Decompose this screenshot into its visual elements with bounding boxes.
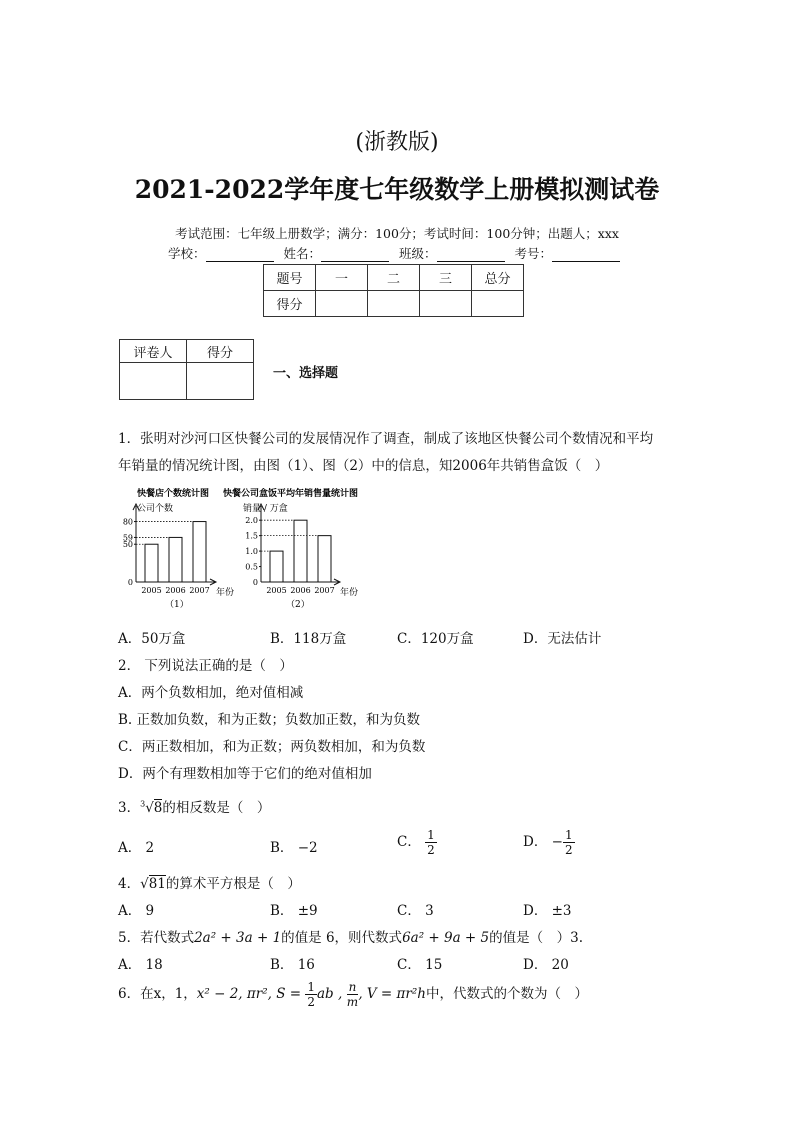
grader-score-cell[interactable]	[187, 363, 254, 400]
x-tick-label: 2007	[314, 586, 335, 595]
q2-option-b[interactable]: B. 正数加负数，和为正数；负数加正数，和为负数	[118, 712, 421, 728]
bar	[169, 537, 182, 582]
score-cell[interactable]	[472, 291, 524, 317]
fraction-numerator: 1	[564, 828, 573, 842]
q3-suffix: 的相反数是（ ）	[162, 800, 271, 816]
x-tick-label: 2006	[290, 586, 311, 595]
radical-icon: √	[140, 876, 149, 892]
score-cell[interactable]	[316, 291, 368, 317]
q5-suffix: 的值是（ ）3.	[489, 930, 584, 946]
fraction-numerator: n	[348, 980, 357, 994]
fraction-denominator: 2	[564, 843, 573, 857]
y-tick-label: 1.5	[245, 531, 258, 541]
q1-text-line2: 年销量的情况统计图，由图（1）、图（2）中的信息，知2006年共销售盒饭（ ）	[118, 458, 609, 474]
fraction-denominator: 2	[307, 995, 315, 1009]
x-tick-label: 2006	[165, 586, 186, 595]
q6-prefix: 6．在x，1，	[118, 986, 197, 1002]
q5-prefix: 5．若代数式	[118, 930, 195, 946]
y-tick-label: 0	[252, 578, 258, 587]
grader-header: 评卷人	[120, 340, 187, 363]
chart2-xlabel: 年份	[340, 588, 359, 598]
q2-option-a[interactable]: A．两个负数相加，绝对值相减	[118, 685, 304, 701]
radical-icon: √	[145, 800, 154, 816]
chart2-plot	[245, 504, 340, 595]
chart1-xlabel: 年份	[216, 588, 235, 598]
y-tick-label: 0.5	[245, 562, 258, 572]
q4-suffix: 的算术平方根是（ ）	[165, 876, 301, 892]
grader-cell[interactable]	[120, 363, 187, 400]
fraction	[425, 828, 437, 857]
q6-expression-b: ab ,	[317, 986, 343, 1002]
y-tick-label: 59	[122, 533, 133, 543]
q6-expression-a: x² − 2, πr², S =	[196, 986, 302, 1002]
q5-option-c[interactable]: C． 15	[397, 957, 443, 973]
grader-table	[119, 339, 254, 400]
y-tick-label: 80	[122, 517, 133, 527]
score-header-cell: 总分	[472, 265, 524, 291]
section-title: 一、选择题	[273, 366, 339, 381]
q2-option-c[interactable]: C．两正数相加，和为正数；两负数相加，和为负数	[118, 739, 426, 755]
x-tick-label: 2005	[141, 586, 162, 595]
chart2-ylabel: 销量 / 万盒	[243, 504, 288, 514]
q6-suffix: 中，代数式的个数为（ ）	[425, 986, 588, 1002]
fraction-numerator: 1	[427, 828, 435, 842]
school-field[interactable]	[206, 249, 274, 262]
q4-option-a[interactable]: A． 9	[118, 903, 155, 919]
q3-option-d[interactable]	[523, 828, 575, 857]
q6-expression-c: , V = πr²h	[358, 986, 426, 1002]
chart1-caption: （1）	[165, 600, 189, 610]
chart1-title: 快餐店个数统计图	[137, 489, 210, 499]
student-info-row	[0, 244, 794, 262]
fraction-denominator: m	[346, 995, 359, 1009]
x-tick-label: 2005	[266, 586, 287, 595]
q3-option-b[interactable]: B． −2	[270, 840, 318, 856]
score-header-cell: 三	[420, 265, 472, 291]
q1-text-line1: 1．张明对沙河口区快餐公司的发展情况作了调查，制成了该地区快餐公司个数情况和平均	[118, 431, 654, 447]
chart1-ylabel: 公司个数	[137, 504, 174, 514]
chart2-caption: （2）	[286, 600, 310, 610]
q2-option-d[interactable]: D．两个有理数相加等于它们的绝对值相加	[118, 766, 372, 782]
q1-option-a[interactable]: A．50万盒	[118, 631, 186, 647]
chart2-title: 快餐公司盒饭平均年销售量统计图	[223, 489, 359, 499]
page-title: 2021-2022学年度七年级数学上册模拟测试卷	[134, 175, 660, 204]
name-label: 姓名：	[283, 246, 321, 261]
q4-prefix: 4．	[118, 876, 141, 892]
exam-no-label: 考号：	[514, 246, 552, 261]
class-field[interactable]	[437, 249, 505, 262]
y-tick-label: 2.0	[245, 516, 258, 526]
q2-text: 2． 下列说法正确的是（ ）	[118, 658, 293, 674]
class-label: 班级：	[398, 246, 437, 261]
q5-option-a[interactable]: A． 18	[118, 957, 163, 973]
fraction-numerator: 1	[307, 980, 315, 994]
bar	[318, 536, 331, 582]
score-header-cell: 二	[368, 265, 420, 291]
score-header-cell: 题号	[264, 265, 316, 291]
q5-mid: 的值是 6，则代数式	[281, 930, 403, 946]
score-table-header-row	[264, 265, 524, 291]
q5-expression-2: 6a² + 9a + 5	[402, 930, 490, 946]
bar	[193, 522, 206, 582]
q3-option-c-label: C．	[397, 834, 421, 850]
q1-option-c[interactable]: C．120万盒	[397, 631, 474, 647]
exam-no-field[interactable]	[552, 249, 620, 262]
q6-text	[118, 980, 588, 1009]
bar	[270, 551, 283, 582]
chart1-plot	[123, 504, 216, 595]
fraction-denominator: 2	[427, 843, 435, 857]
q1-option-b[interactable]: B．118万盒	[270, 631, 347, 647]
score-cell[interactable]	[368, 291, 420, 317]
y-tick-label: 0	[127, 578, 133, 587]
q3-option-d-label: D． −	[523, 834, 563, 850]
q5-option-d[interactable]: D． 20	[523, 957, 569, 973]
q4-radicand: 81	[148, 876, 166, 892]
fraction	[305, 980, 317, 1009]
bar	[145, 544, 158, 582]
q5-option-b[interactable]: B． 16	[270, 957, 315, 973]
q1-option-d[interactable]: D．无法估计	[523, 631, 602, 647]
x-tick-label: 2007	[189, 586, 210, 595]
q5-expression-1: 2a² + 3a + 1	[194, 930, 282, 946]
q3-option-c[interactable]	[397, 828, 437, 857]
q3-text	[118, 796, 270, 816]
grader-score-header: 得分	[187, 340, 254, 363]
exam-info: 考试范围：七年级上册数学；满分：100分；考试时间：100分钟；出题人；xxx	[175, 226, 619, 241]
score-table	[263, 264, 524, 317]
q3-option-a[interactable]: A． 2	[118, 840, 155, 856]
q4-option-b[interactable]: B． ±9	[270, 903, 318, 919]
q3-radical-index: 3	[140, 799, 146, 809]
score-header-cell: 一	[316, 265, 368, 291]
q4-text	[118, 872, 301, 892]
q1-figure	[115, 484, 375, 616]
school-label: 学校：	[167, 246, 206, 261]
q3-prefix: 3．	[118, 800, 141, 816]
edition-label: (浙教版)	[355, 130, 439, 155]
q4-option-d[interactable]: D． ±3	[523, 903, 572, 919]
y-tick-label: 1.0	[245, 547, 258, 557]
score-cell[interactable]	[420, 291, 472, 317]
score-table-row	[264, 291, 524, 317]
fraction	[347, 980, 359, 1009]
y-tick-label: 50	[122, 540, 133, 550]
fraction	[563, 828, 575, 857]
q5-text	[118, 926, 583, 946]
q3-radicand: 8	[153, 800, 163, 816]
name-field[interactable]	[321, 249, 389, 262]
score-row-label: 得分	[264, 291, 316, 317]
bar	[294, 520, 307, 582]
q4-option-c[interactable]: C． 3	[397, 903, 434, 919]
